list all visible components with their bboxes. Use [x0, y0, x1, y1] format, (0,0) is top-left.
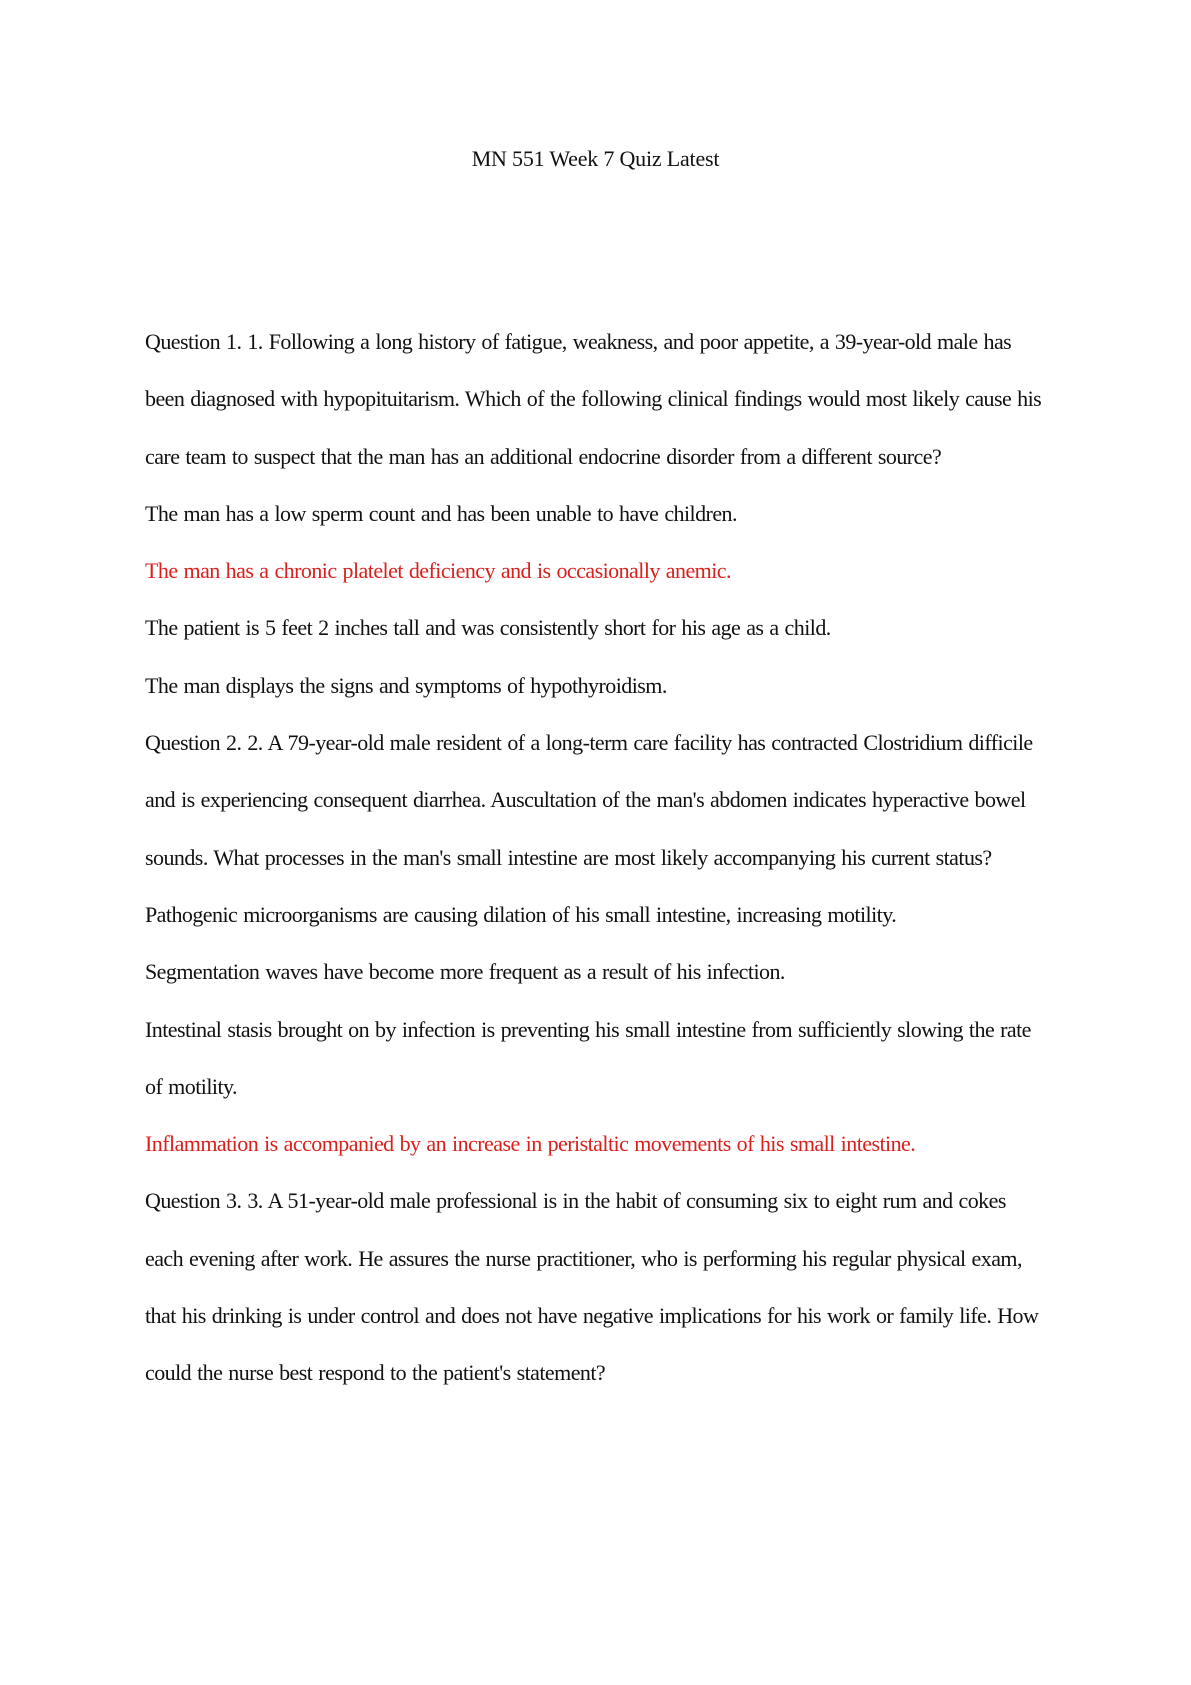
question-1-text: Question 1. 1. Following a long history of fatigue, weakness, and poor appetite, a 39-year-old male has been diagnosed with hypopituitarism. Which of the following clinical findings would most likely cause his care team to suspect that the man has an additional endocrine disorder from a different source?: [145, 329, 1042, 469]
question-3-text: Question 3. 3. A 51-year-old male professional is in the habit of consuming six to eight rum and cokes each evening after work. He assures the nurse practitioner, who is performing his regular physical exam, that his drinking is under control and does not have negative implications for his work or family life. How could the nurse best respond to the patient's statement?: [145, 1188, 1039, 1386]
question-1-answer-d: The man displays the signs and symptoms of hypothyroidism.: [145, 672, 667, 698]
question-2-answer-d-correct: Inflammation is accompanied by an increase in peristaltic movements of his small intestine.: [145, 1131, 916, 1157]
question-1-answer-c: The patient is 5 feet 2 inches tall and was consistently short for his age as a child.: [145, 615, 831, 641]
question-2-answer-b: Segmentation waves have become more frequent as a result of his infection.: [145, 959, 785, 985]
quiz-body: [145, 313, 1045, 1402]
question-1-answer-b-correct: The man has a chronic platelet deficiency and is occasionally anemic.: [145, 558, 731, 584]
page-title: MN 551 Week 7 Quiz Latest: [471, 146, 720, 171]
question-1-answer-a: The man has a low sperm count and has been unable to have children.: [145, 500, 737, 526]
question-2-text: Question 2. 2. A 79-year-old male resident of a long-term care facility has contracted Clostridium difficile and is experiencing consequent diarrhea. Auscultation of the man's abdomen indicates hyperactive bowel sounds. What processes in the man's small intestine are most likely accompanying his current status?: [145, 730, 1033, 870]
question-2-answer-c: Intestinal stasis brought on by infection is preventing his small intestine from sufficiently slowing the rate of motility.: [145, 1016, 1031, 1099]
question-2-answer-a: Pathogenic microorganisms are causing dilation of his small intestine, increasing motility.: [145, 901, 897, 927]
